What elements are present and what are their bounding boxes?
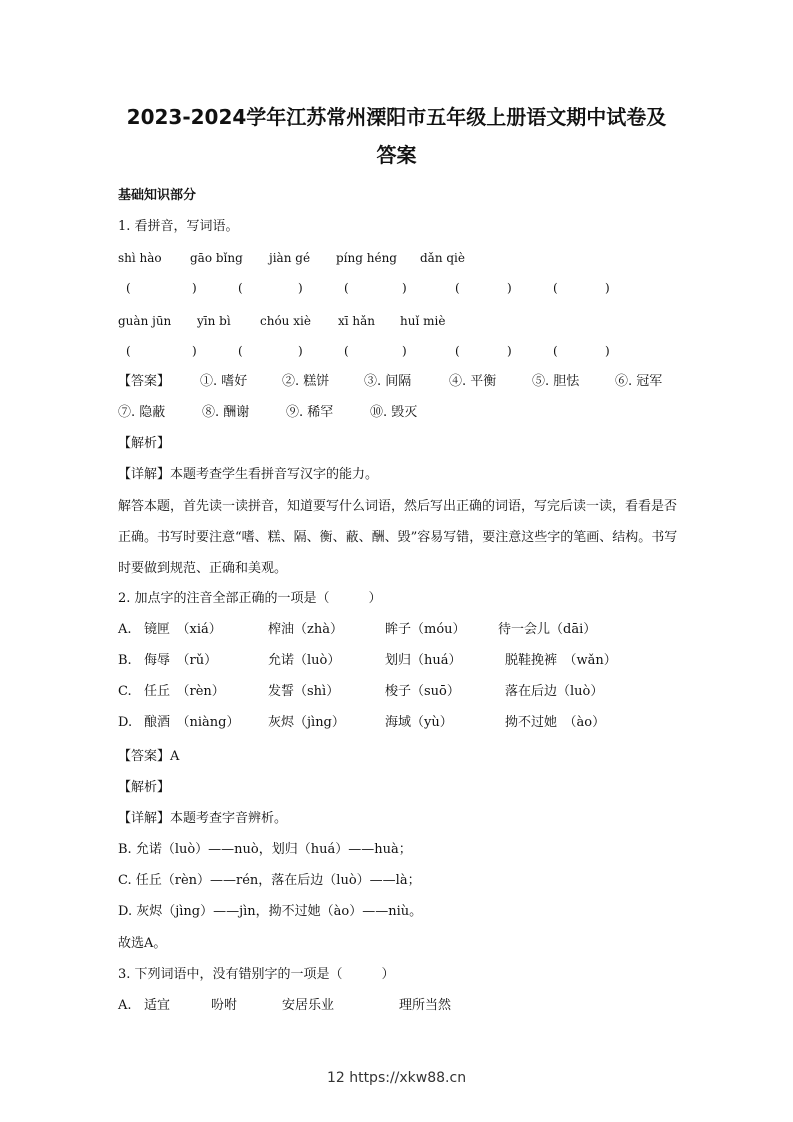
q2-answer: 【答案】A: [118, 749, 180, 764]
pinyin-item: guàn jūn: [118, 314, 172, 328]
blank-open: (: [455, 344, 460, 358]
option-item: 脱鞋挽裤 （wǎn）: [505, 653, 617, 668]
option-item: 安居乐业: [282, 998, 335, 1013]
option-item: 落在后边（luò）: [505, 684, 604, 699]
answer-item: ⑥. 冠军: [615, 374, 663, 389]
q2-detail: 【详解】本题考查字音辨析。: [118, 811, 288, 826]
answer-item: ⑧. 酬谢: [202, 405, 250, 420]
q1-stem: 1. 看拼音，写词语。: [118, 219, 239, 234]
answer-item: ⑦. 隐蔽: [118, 405, 166, 420]
answer-item: ③. 间隔: [364, 374, 412, 389]
option-label: A.: [118, 998, 132, 1013]
q1-detail: 【详解】本题考查学生看拼音写汉字的能力。: [118, 467, 379, 482]
blank-open: (: [553, 344, 558, 358]
pinyin-item: chóu xiè: [260, 314, 311, 328]
answer-label: 【答案】: [118, 374, 171, 389]
option-item: 灰烬（jìng）: [268, 715, 345, 730]
q2-explain-b: B. 允诺（luò）——nuò，划归（huá）——huà；: [118, 842, 412, 857]
q2-explain-c: C. 任丘（rèn）——rén，落在后边（luò）——là；: [118, 873, 421, 888]
q2-explain-d: D. 灰烬（jìng）——jìn，拗不过她（ào）——niù。: [118, 904, 423, 919]
blank-close: ): [507, 281, 512, 295]
option-item: 吩咐: [211, 998, 238, 1013]
blank-close: ): [605, 281, 610, 295]
option-item: 待一会儿（dāi）: [498, 622, 597, 637]
title-line-2: 答案: [376, 143, 417, 167]
blank-close: ): [192, 281, 197, 295]
option-label: C.: [118, 684, 132, 699]
blank-close: ): [402, 281, 407, 295]
pinyin-item: yīn bì: [197, 314, 231, 328]
option-item: 眸子（móu）: [385, 622, 466, 637]
answer-item: ①. 嗜好: [200, 374, 248, 389]
blank-close: ): [402, 344, 407, 358]
q1-jiexi: 【解析】: [118, 436, 171, 451]
blank-close: ): [192, 344, 197, 358]
blank-open: (: [455, 281, 460, 295]
pinyin-item: xī hǎn: [338, 314, 376, 328]
blank-close: ): [298, 344, 303, 358]
blank-open: (: [126, 281, 131, 295]
pinyin-item: shì hào: [118, 251, 162, 265]
blank-open: (: [126, 344, 131, 358]
q3-stem: 3. 下列词语中，没有错别字的一项是（ ）: [118, 967, 395, 982]
page-footer: 12 https://xkw88.cn: [326, 1070, 467, 1086]
pinyin-item: píng héng: [336, 251, 397, 265]
pinyin-item: gāo bǐng: [190, 251, 243, 265]
blank-open: (: [344, 344, 349, 358]
pinyin-item: jiàn gé: [269, 251, 311, 265]
blank-close: ): [605, 344, 610, 358]
option-label: B.: [118, 653, 132, 668]
answer-item: ⑤. 胆怯: [532, 374, 580, 389]
q2-stem: 2. 加点字的注音全部正确的一项是（ ）: [118, 591, 382, 606]
option-item: 侮辱 （rǔ）: [144, 653, 218, 668]
option-item: 镜匣 （xiá）: [144, 622, 222, 637]
option-item: 发誓（shì）: [268, 684, 340, 699]
page-title: [100, 98, 693, 174]
blank-close: ): [298, 281, 303, 295]
blank-close: ): [507, 344, 512, 358]
blank-open: (: [238, 344, 243, 358]
answer-item: ④. 平衡: [449, 374, 497, 389]
title-line-1: 2023-2024学年江苏常州溧阳市五年级上册语文期中试卷及: [126, 105, 667, 129]
option-item: 酿酒 （niàng）: [144, 715, 240, 730]
option-item: 海域（yù）: [385, 715, 453, 730]
blank-open: (: [553, 281, 558, 295]
option-label: A.: [118, 622, 132, 637]
q2-conclusion: 故选A。: [118, 936, 167, 951]
option-item: 拗不过她 （ào）: [505, 715, 606, 730]
blank-open: (: [238, 281, 243, 295]
option-item: 梭子（suō）: [385, 684, 460, 699]
option-item: 任丘 （rèn）: [144, 684, 225, 699]
pinyin-item: dǎn qiè: [420, 251, 465, 265]
option-item: 榨油（zhà）: [268, 622, 343, 637]
section-heading: 基础知识部分: [118, 188, 197, 203]
pinyin-item: huǐ miè: [400, 314, 446, 328]
answer-item: ②. 糕饼: [282, 374, 330, 389]
answer-item: ⑩. 毁灭: [370, 405, 418, 420]
option-item: 适宜: [144, 998, 171, 1013]
option-item: 划归（huá）: [385, 653, 462, 668]
option-item: 理所当然: [399, 998, 452, 1013]
blank-open: (: [344, 281, 349, 295]
option-label: D.: [118, 715, 133, 730]
q2-jiexi: 【解析】: [118, 780, 171, 795]
q1-explanation: 解答本题，首先读一读拼音，知道要写什么词语，然后写出正确的词语，写完后读一读，看看是否正确。书写时要注意“嗜、糕、隔、衡、蔽、酬、毁”容易写错，要注意这些字的笔画、结构。书写时要做到规范、正确和美观。: [118, 499, 678, 576]
answer-item: ⑨. 稀罕: [286, 405, 334, 420]
option-item: 允诺（luò）: [268, 653, 341, 668]
